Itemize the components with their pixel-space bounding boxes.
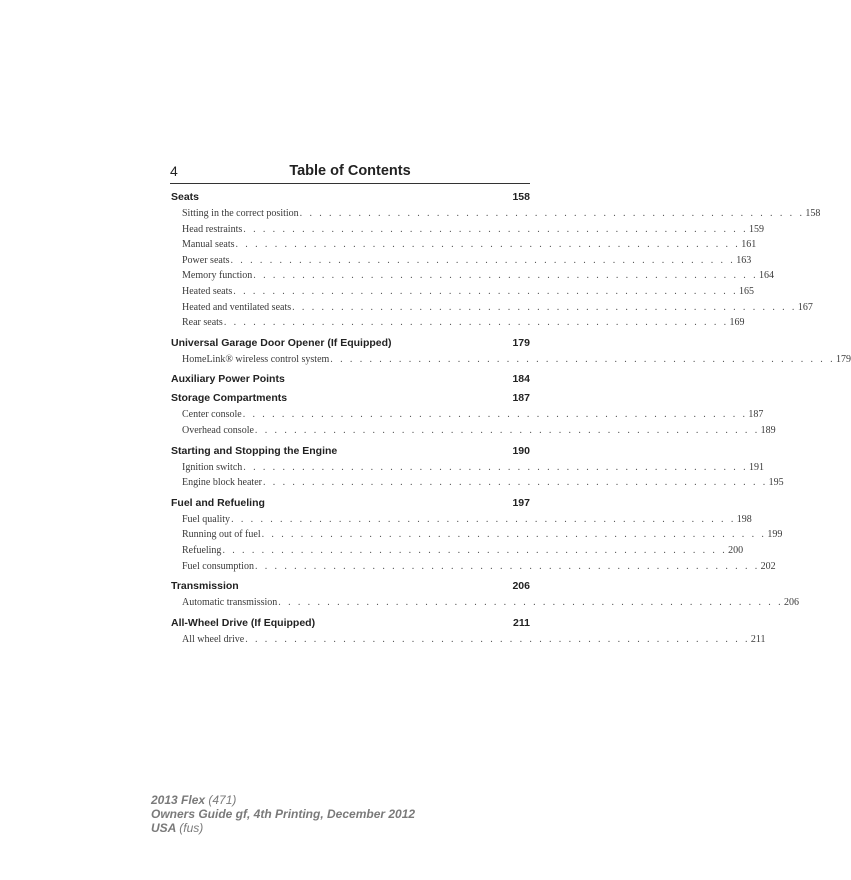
toc-entry-label: Memory function <box>182 270 253 282</box>
dot-leader: . . . . . . . . . . . . . . . . . . . . . . . . . . . . . . . . . . . . . . . . . . . . . . . . . . . . <box>245 633 750 645</box>
dot-leader: . . . . . . . . . . . . . . . . . . . . . . . . . . . . . . . . . . . . . . . . . . . . . . . . . . . . <box>243 461 748 473</box>
footer-model-line <box>151 793 415 807</box>
toc-entry[interactable] <box>182 407 764 423</box>
footer-model-code: (471) <box>208 793 237 807</box>
toc-entry[interactable] <box>182 253 752 269</box>
toc-section-heading[interactable] <box>171 579 530 593</box>
toc-section-title: Universal Garage Door Opener (If Equipped) <box>171 336 392 349</box>
toc-section-title: Auxiliary Power Points <box>171 373 285 386</box>
dot-leader: . . . . . . . . . . . . . . . . . . . . . . . . . . . . . . . . . . . . . . . . . . . . . . . . . . . . <box>292 301 797 313</box>
toc-entry-label: Ignition switch <box>182 461 243 473</box>
toc-entry-page: 158 <box>805 208 821 219</box>
toc-section-page: 190 <box>512 444 530 457</box>
toc-entry-page: 159 <box>748 223 764 235</box>
toc-entry[interactable] <box>182 315 745 331</box>
dot-leader: . . . . . . . . . . . . . . . . . . . . . . . . . . . . . . . . . . . . . . . . . . . . . . . . . . . . <box>254 560 760 572</box>
dot-leader: . . . . . . . . . . . . . . . . . . . . . . . . . . . . . . . . . . . . . . . . . . . . . . . . . . . . <box>233 285 738 297</box>
toc-entry-page: 165 <box>738 285 754 297</box>
toc-section-page: 158 <box>512 191 530 203</box>
toc-entry-page: 198 <box>736 513 752 525</box>
toc-section-page: 184 <box>512 373 530 386</box>
toc-entry-label: Sitting in the correct position <box>182 208 299 219</box>
page-title: Table of Contents <box>289 163 411 179</box>
footer <box>151 793 415 835</box>
toc-entry-page: 200 <box>728 544 744 556</box>
toc-section <box>171 391 776 438</box>
toc-entry[interactable] <box>182 284 754 300</box>
toc-section <box>171 579 799 611</box>
toc-entry-label: Fuel quality <box>182 513 231 525</box>
toc-entry-label: Heated and ventilated seats <box>182 301 292 313</box>
toc-section-title: All-Wheel Drive (If Equipped) <box>171 616 316 629</box>
dot-leader: . . . . . . . . . . . . . . . . . . . . . . . . . . . . . . . . . . . . . . . . . . . . . . . . . . . . <box>235 239 741 251</box>
toc-entry[interactable] <box>182 595 799 611</box>
toc-entry[interactable] <box>182 300 813 316</box>
toc-entry[interactable] <box>182 460 764 476</box>
toc-entry-page: 179 <box>836 353 851 365</box>
toc-entry-label: Center console <box>182 409 242 421</box>
toc-entry-label: HomeLink® wireless control system <box>182 353 330 365</box>
toc-section-page: 187 <box>512 392 530 405</box>
toc-entry-page: 161 <box>741 239 757 251</box>
toc-section-heading[interactable] <box>171 372 530 386</box>
toc-entry-page: 189 <box>760 424 776 436</box>
toc-section-title: Starting and Stopping the Engine <box>171 444 338 457</box>
toc-entry-page: 164 <box>758 270 774 282</box>
toc-entry-label: Running out of fuel <box>182 529 261 541</box>
toc-entry[interactable] <box>182 352 851 368</box>
toc-entry-label: Fuel consumption <box>182 560 254 572</box>
toc-section-heading[interactable] <box>171 496 530 510</box>
dot-leader: . . . . . . . . . . . . . . . . . . . . . . . . . . . . . . . . . . . . . . . . . . . . . . . . . . . . <box>299 208 805 219</box>
footer-market: USA <box>151 821 176 835</box>
toc-section-title: Storage Compartments <box>171 392 288 405</box>
page-number: 4 <box>170 163 178 179</box>
toc-section <box>171 190 821 331</box>
toc-section <box>171 336 851 368</box>
toc-section-title: Fuel and Refueling <box>171 496 265 509</box>
toc-entry-label: All wheel drive <box>182 633 245 645</box>
toc-entry-page: 195 <box>768 477 784 489</box>
toc-entry-label: Heated seats <box>182 285 233 297</box>
footer-model: 2013 Flex <box>151 793 206 807</box>
toc-section-heading[interactable] <box>171 616 530 630</box>
toc-entry[interactable] <box>182 512 752 528</box>
toc-entry[interactable] <box>182 206 821 222</box>
toc-entry[interactable] <box>182 222 764 238</box>
toc-entry-label: Power seats <box>182 254 230 266</box>
toc-section <box>171 496 783 574</box>
dot-leader: . . . . . . . . . . . . . . . . . . . . . . . . . . . . . . . . . . . . . . . . . . . . . . . . . . . . <box>262 477 768 489</box>
toc-section <box>171 444 784 491</box>
dot-leader: . . . . . . . . . . . . . . . . . . . . . . . . . . . . . . . . . . . . . . . . . . . . . . . . . . . . <box>230 254 736 266</box>
toc-entry[interactable] <box>182 632 766 648</box>
toc-entry-page: 202 <box>760 560 776 572</box>
toc-entry-label: Head restraints <box>182 223 243 235</box>
toc-entry-page: 199 <box>767 529 783 541</box>
dot-leader: . . . . . . . . . . . . . . . . . . . . . . . . . . . . . . . . . . . . . . . . . . . . . . . . . . . . <box>242 409 748 421</box>
toc-entry-page: 191 <box>748 461 764 473</box>
toc-entry-label: Manual seats <box>182 239 235 251</box>
toc-entry-label: Rear seats <box>182 317 223 329</box>
dot-leader: . . . . . . . . . . . . . . . . . . . . . . . . . . . . . . . . . . . . . . . . . . . . . . . . . . . . <box>222 544 728 556</box>
page-header <box>170 163 530 184</box>
dot-leader: . . . . . . . . . . . . . . . . . . . . . . . . . . . . . . . . . . . . . . . . . . . . . . . . . . . . <box>261 529 767 541</box>
toc-entry[interactable] <box>182 527 783 543</box>
toc-section-page: 197 <box>512 496 530 509</box>
toc-entry-page: 163 <box>736 254 752 266</box>
dot-leader: . . . . . . . . . . . . . . . . . . . . . . . . . . . . . . . . . . . . . . . . . . . . . . . . . . . . <box>231 513 736 525</box>
toc-entry-label: Refueling <box>182 544 222 556</box>
toc-entry[interactable] <box>182 237 757 253</box>
toc-entry-label: Overhead console <box>182 424 254 436</box>
table-of-contents <box>171 190 851 652</box>
toc-section-heading[interactable] <box>171 444 530 458</box>
toc-entry-page: 167 <box>797 301 813 313</box>
footer-guide: Owners Guide gf, 4th Printing, December 2012 <box>151 807 416 821</box>
toc-entry[interactable] <box>182 423 776 439</box>
toc-section-page: 206 <box>512 580 530 593</box>
toc-entry-page: 169 <box>729 317 745 329</box>
toc-entry-page: 187 <box>748 409 764 421</box>
toc-section-heading[interactable] <box>171 391 530 405</box>
toc-entry[interactable] <box>182 475 784 491</box>
toc-section-page: 179 <box>512 336 530 349</box>
dot-leader: . . . . . . . . . . . . . . . . . . . . . . . . . . . . . . . . . . . . . . . . . . . . . . . . . . . . <box>253 270 758 282</box>
toc-section-page: 211 <box>513 616 530 629</box>
dot-leader: . . . . . . . . . . . . . . . . . . . . . . . . . . . . . . . . . . . . . . . . . . . . . . . . . . . . <box>254 424 760 436</box>
toc-entry[interactable] <box>182 268 774 284</box>
dot-leader: . . . . . . . . . . . . . . . . . . . . . . . . . . . . . . . . . . . . . . . . . . . . . . . . . . . . <box>223 317 729 329</box>
toc-entry[interactable] <box>182 559 776 575</box>
dot-leader: . . . . . . . . . . . . . . . . . . . . . . . . . . . . . . . . . . . . . . . . . . . . . . . . . . . . <box>243 223 748 235</box>
toc-section <box>171 616 766 648</box>
toc-section-heading[interactable] <box>171 190 530 204</box>
toc-section <box>171 372 530 386</box>
toc-entry-page: 211 <box>750 633 766 645</box>
toc-entry-page: 206 <box>783 597 799 609</box>
toc-entry-label: Engine block heater <box>182 477 262 489</box>
footer-market-line <box>151 821 415 835</box>
toc-section-heading[interactable] <box>171 336 530 350</box>
footer-market-code: (fus) <box>179 821 204 835</box>
toc-section-title: Transmission <box>171 580 239 593</box>
dot-leader: . . . . . . . . . . . . . . . . . . . . . . . . . . . . . . . . . . . . . . . . . . . . . . . . . . . . <box>278 597 783 609</box>
dot-leader: . . . . . . . . . . . . . . . . . . . . . . . . . . . . . . . . . . . . . . . . . . . . . . . . . . . . <box>330 353 835 365</box>
toc-entry[interactable] <box>182 543 744 559</box>
toc-section-title: Seats <box>171 191 200 203</box>
toc-entry-label: Automatic transmission <box>182 597 278 609</box>
